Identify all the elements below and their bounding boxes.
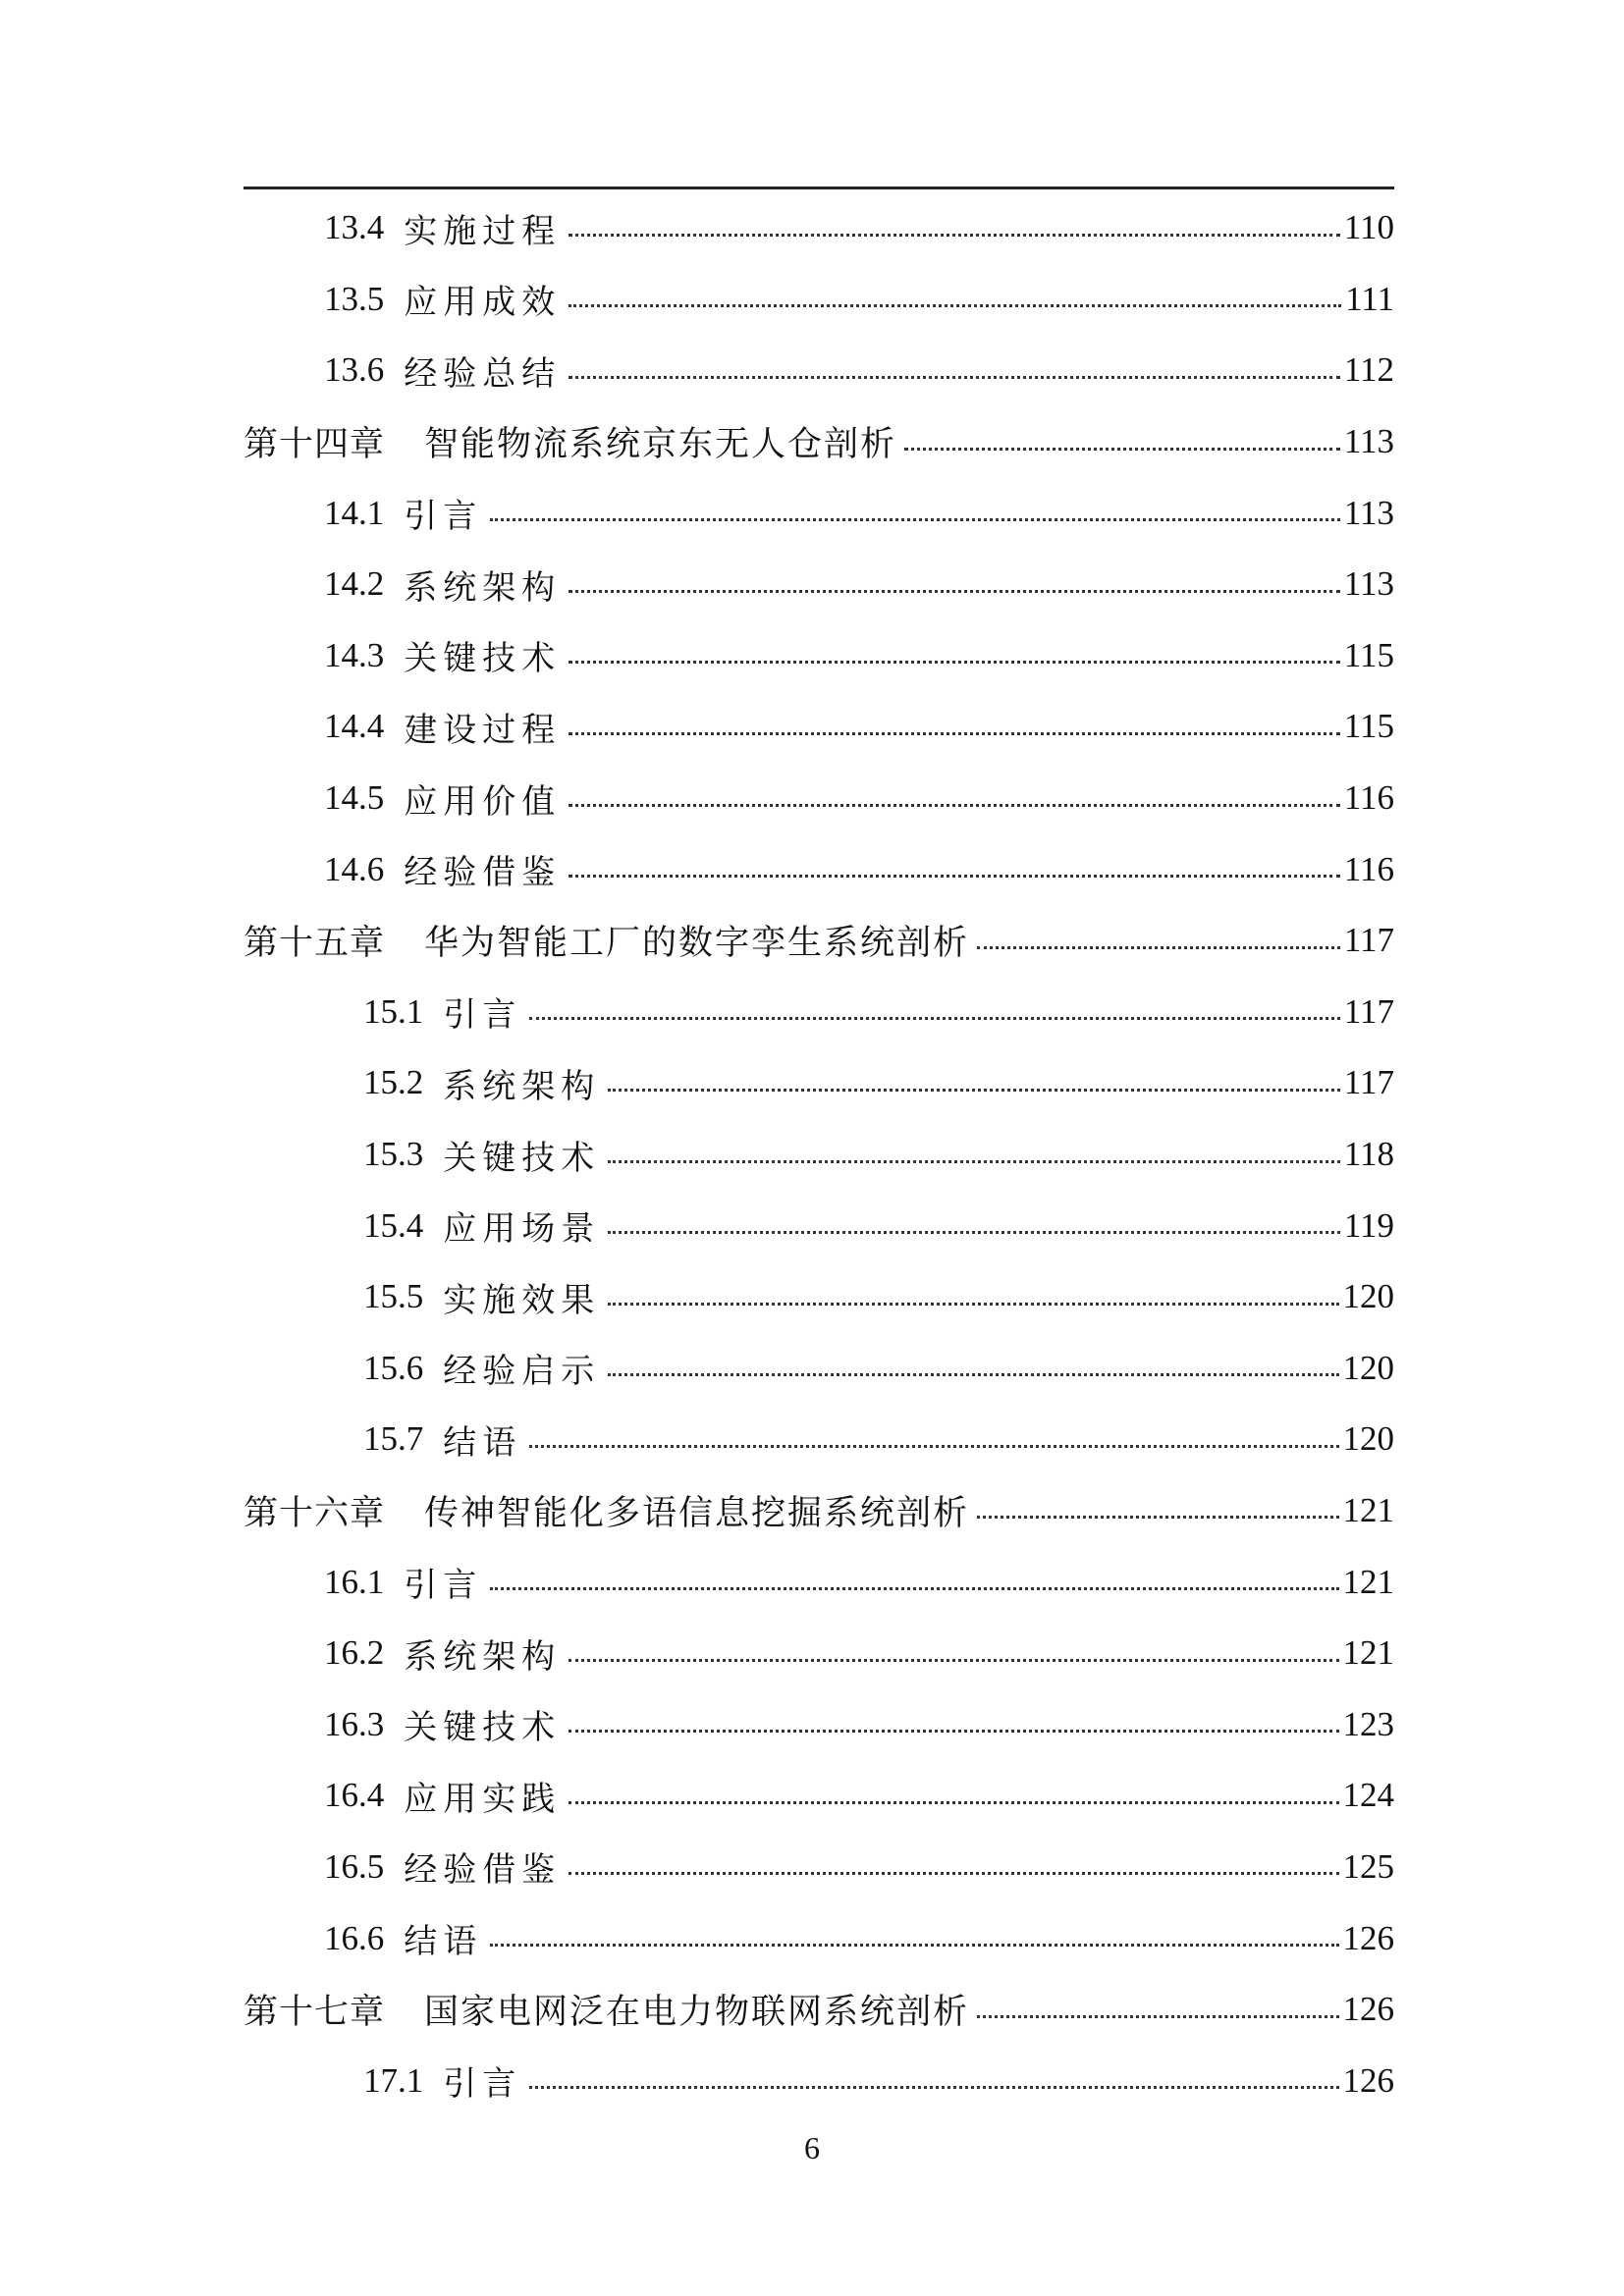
dot-leader [568, 590, 1340, 593]
dot-leader [568, 1659, 1338, 1662]
toc-section-entry[interactable] [244, 977, 1394, 1048]
toc-entry-label [324, 489, 482, 537]
dot-leader [568, 661, 1340, 664]
dot-leader [568, 875, 1340, 878]
toc-section-entry[interactable] [244, 264, 1394, 336]
toc-entry-number: 15.7 [363, 1419, 424, 1459]
toc-section-entry[interactable] [244, 1404, 1394, 1475]
toc-entry-number: 14.2 [324, 564, 385, 604]
toc-section-entry[interactable] [244, 477, 1394, 549]
toc-entry-title: 经验总结 [404, 353, 562, 394]
toc-entry-number: 13.4 [324, 208, 385, 247]
toc-entry-page: 124 [1342, 1776, 1394, 1815]
toc-section-entry[interactable] [244, 2045, 1394, 2116]
page-number: 6 [804, 2130, 820, 2165]
toc-entry-label [324, 561, 561, 609]
toc-entry-label [324, 1842, 561, 1891]
toc-entry-number: 第十四章 [244, 425, 386, 465]
toc-entry-page: 112 [1343, 350, 1394, 390]
toc-entry-page: 123 [1342, 1704, 1394, 1743]
toc-entry-number: 15.3 [363, 1135, 424, 1174]
toc-entry-title: 国家电网泛在电力物联网系统剖析 [424, 1993, 970, 2033]
dot-leader [608, 1160, 1340, 1163]
toc-entry-page: 125 [1342, 1846, 1394, 1886]
toc-entry-title: 引言 [443, 995, 522, 1036]
toc-section-entry[interactable] [244, 192, 1394, 264]
toc-entry-number: 第十六章 [244, 1493, 386, 1533]
toc-entry-label [363, 988, 521, 1036]
toc-section-entry[interactable] [244, 763, 1394, 834]
toc-entry-title: 系统架构 [404, 1636, 562, 1677]
toc-entry-page: 111 [1345, 279, 1394, 318]
toc-entry-label [363, 1273, 600, 1321]
toc-entry-label [244, 1486, 969, 1535]
toc-entry-number: 16.3 [324, 1704, 385, 1743]
toc-entry-page: 121 [1342, 1633, 1394, 1673]
toc-entry-label [324, 204, 561, 252]
toc-entry-page: 118 [1343, 1135, 1394, 1174]
toc-entry-number: 15.4 [363, 1205, 424, 1245]
toc-section-entry[interactable] [244, 1261, 1394, 1333]
toc-entry-title: 经验借鉴 [404, 1850, 562, 1891]
toc-entry-page: 126 [1342, 1990, 1394, 2029]
toc-entry-label [363, 1131, 600, 1179]
toc-entry-number: 13.5 [324, 279, 385, 318]
toc-entry-page: 110 [1343, 208, 1394, 247]
toc-entry-number: 17.1 [363, 2060, 424, 2100]
toc-chapter-entry[interactable] [244, 1974, 1394, 2046]
dot-leader [568, 804, 1340, 807]
dot-leader [568, 376, 1340, 379]
toc-chapter-entry[interactable] [244, 1475, 1394, 1547]
toc-entry-title: 华为智能工厂的数字孪生系统剖析 [424, 924, 970, 964]
toc-entry-title: 传神智能化多语信息挖掘系统剖析 [424, 1493, 970, 1533]
toc-entry-number: 16.4 [324, 1776, 385, 1815]
toc-entry-label [363, 1059, 600, 1107]
dot-leader [608, 1303, 1338, 1306]
toc-entry-title: 关键技术 [443, 1138, 601, 1178]
dot-leader [568, 234, 1340, 237]
toc-section-entry[interactable] [244, 549, 1394, 620]
toc-entry-number: 15.5 [363, 1277, 424, 1316]
toc-entry-page: 120 [1342, 1419, 1394, 1459]
toc-entry-number: 16.1 [324, 1562, 385, 1601]
toc-entry-page: 120 [1342, 1348, 1394, 1387]
toc-entry-page: 121 [1342, 1562, 1394, 1601]
toc-section-entry[interactable] [244, 620, 1394, 692]
toc-entry-page: 126 [1342, 2060, 1394, 2100]
toc-entry-title: 应用场景 [443, 1209, 601, 1250]
toc-entry-page: 115 [1343, 635, 1394, 674]
toc-entry-label [244, 916, 969, 965]
toc-entry-page: 126 [1342, 1918, 1394, 1957]
table-of-contents [244, 192, 1394, 2116]
toc-entry-title: 引言 [404, 497, 483, 537]
dot-leader [568, 732, 1340, 735]
toc-entry-label [324, 774, 561, 823]
toc-chapter-entry[interactable] [244, 406, 1394, 478]
toc-entry-number: 16.2 [324, 1633, 385, 1673]
toc-entry-title: 实施效果 [443, 1280, 601, 1320]
toc-entry-title: 实施过程 [404, 211, 562, 251]
toc-entry-number: 15.6 [363, 1348, 424, 1387]
dot-leader [568, 304, 1341, 307]
toc-entry-title: 结语 [404, 1922, 483, 1962]
dot-leader [608, 1089, 1340, 1092]
toc-entry-page: 117 [1343, 1063, 1394, 1102]
toc-section-entry[interactable] [244, 1688, 1394, 1760]
toc-entry-number: 14.4 [324, 707, 385, 746]
toc-entry-title: 系统架构 [404, 567, 562, 608]
toc-entry-label [324, 275, 561, 323]
toc-entry-title: 应用成效 [404, 283, 562, 323]
toc-entry-page: 116 [1343, 778, 1394, 818]
dot-leader [568, 1730, 1338, 1733]
toc-section-entry[interactable] [244, 1190, 1394, 1261]
toc-entry-title: 应用价值 [404, 781, 562, 822]
toc-section-entry[interactable] [244, 1618, 1394, 1689]
toc-section-entry[interactable] [244, 1760, 1394, 1832]
toc-entry-title: 经验启示 [443, 1352, 601, 1392]
dot-leader [568, 1801, 1338, 1804]
dot-leader [608, 1373, 1338, 1376]
toc-entry-label [324, 703, 561, 751]
dot-leader [490, 1587, 1338, 1590]
toc-entry-title: 引言 [443, 2064, 522, 2105]
toc-entry-title: 引言 [404, 1566, 483, 1606]
toc-entry-label [324, 1914, 482, 1962]
toc-entry-title: 建设过程 [404, 710, 562, 750]
toc-section-entry[interactable] [244, 691, 1394, 763]
dot-leader [977, 946, 1340, 949]
dot-leader [490, 518, 1340, 521]
toc-entry-label [324, 631, 561, 679]
toc-entry-page: 119 [1343, 1205, 1394, 1245]
toc-entry-title: 关键技术 [404, 1708, 562, 1748]
dot-leader [529, 1445, 1338, 1448]
toc-entry-number: 14.1 [324, 493, 385, 532]
header-rule [244, 187, 1394, 189]
toc-section-entry[interactable] [244, 1832, 1394, 1903]
dot-leader [490, 1944, 1338, 1947]
toc-entry-label [244, 417, 896, 466]
toc-entry-title: 系统架构 [443, 1066, 601, 1106]
toc-section-entry[interactable] [244, 335, 1394, 406]
toc-entry-label [363, 1344, 600, 1392]
toc-entry-page: 117 [1343, 991, 1394, 1031]
toc-section-entry[interactable] [244, 1333, 1394, 1405]
dot-leader [529, 1017, 1340, 1020]
toc-entry-page: 117 [1343, 921, 1394, 960]
toc-entry-number: 第十五章 [244, 924, 386, 964]
dot-leader [977, 2015, 1338, 2018]
toc-entry-label [244, 1985, 969, 2034]
toc-entry-title: 应用实践 [404, 1779, 562, 1819]
toc-entry-number: 14.3 [324, 635, 385, 674]
dot-leader [608, 1231, 1340, 1234]
toc-section-entry[interactable] [244, 1119, 1394, 1191]
toc-entry-label [324, 1629, 561, 1678]
toc-entry-title: 关键技术 [404, 639, 562, 679]
toc-entry-number: 14.6 [324, 849, 385, 888]
toc-entry-title: 结语 [443, 1422, 522, 1463]
toc-entry-page: 120 [1342, 1277, 1394, 1316]
toc-entry-page: 113 [1343, 493, 1394, 532]
toc-entry-page: 115 [1343, 707, 1394, 746]
dot-leader [529, 2086, 1338, 2089]
toc-entry-number: 16.6 [324, 1918, 385, 1957]
toc-entry-label [324, 1700, 561, 1748]
toc-entry-label [324, 1772, 561, 1820]
toc-entry-number: 15.2 [363, 1063, 424, 1102]
toc-entry-number: 第十七章 [244, 1993, 386, 2033]
toc-entry-number: 14.5 [324, 778, 385, 818]
toc-entry-label [363, 1201, 600, 1250]
toc-entry-number: 15.1 [363, 991, 424, 1031]
toc-entry-page: 116 [1343, 849, 1394, 888]
dot-leader [904, 448, 1340, 451]
toc-chapter-entry[interactable] [244, 905, 1394, 977]
toc-section-entry[interactable] [244, 833, 1394, 905]
toc-entry-label [324, 845, 561, 893]
toc-entry-page: 121 [1342, 1490, 1394, 1529]
toc-entry-page: 113 [1343, 564, 1394, 604]
toc-entry-label [324, 1558, 482, 1606]
toc-entry-label [324, 347, 561, 395]
toc-entry-label [363, 1415, 521, 1464]
dot-leader [977, 1516, 1338, 1519]
toc-entry-title: 经验借鉴 [404, 853, 562, 893]
toc-entry-title: 智能物流系统京东无人仓剖析 [424, 425, 897, 465]
toc-entry-label [363, 2056, 521, 2105]
toc-entry-number: 13.6 [324, 350, 385, 390]
toc-entry-page: 113 [1343, 422, 1394, 461]
toc-section-entry[interactable] [244, 1546, 1394, 1618]
dot-leader [568, 1872, 1338, 1875]
toc-entry-number: 16.5 [324, 1846, 385, 1886]
toc-section-entry[interactable] [244, 1902, 1394, 1974]
toc-section-entry[interactable] [244, 1047, 1394, 1119]
